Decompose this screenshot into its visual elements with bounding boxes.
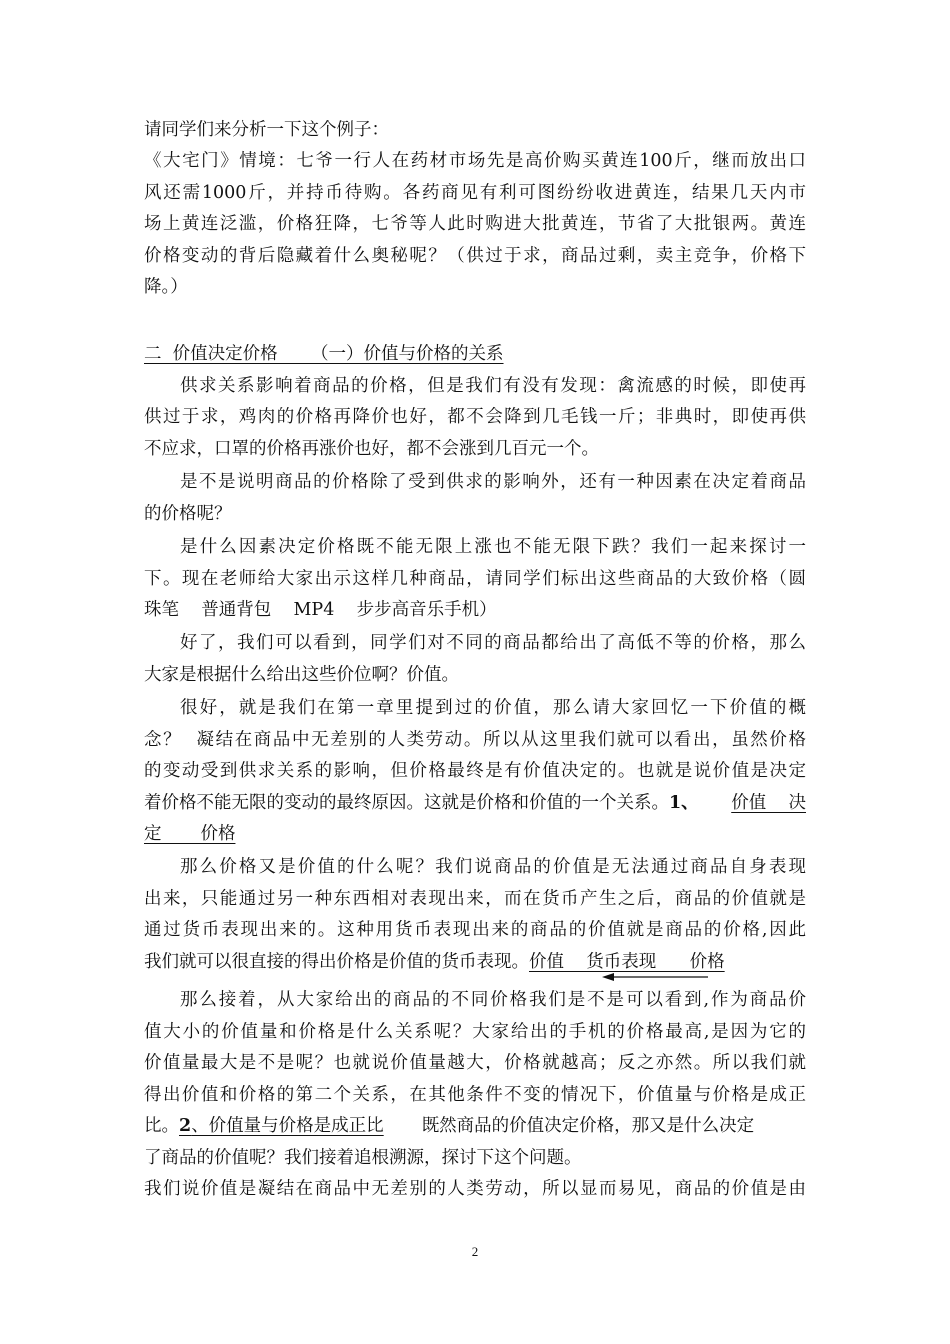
text-line: 降。） bbox=[144, 277, 188, 297]
text-line: 请同学们来分析一下这个例子： bbox=[144, 120, 389, 140]
text-line: 大家是根据什么给出这些价位啊？价值。 bbox=[144, 665, 459, 685]
text-line: 供过于求，鸡肉的价格再降价也好，都不会降到几毛钱一斤；非典时，即使再供 bbox=[144, 407, 806, 427]
relation-number-1: 1、 bbox=[669, 793, 699, 813]
relation-text-2: 、价值量与价格是成正比 bbox=[191, 1116, 384, 1136]
relation-diagram-1a: 价值 决 bbox=[731, 793, 806, 813]
text-line: 那么接着，从大家给出的商品的不同价格我们是不是可以看到,作为商品价 bbox=[180, 990, 806, 1010]
text-line: 是不是说明商品的价格除了受到供求的影响外，还有一种因素在决定着商品 bbox=[180, 472, 806, 492]
text-span: 着价格不能无限的变动的最终原因。这就是价格和价值的一个关系。 bbox=[144, 793, 669, 813]
text-line bbox=[144, 1114, 754, 1138]
left-arrow-icon bbox=[600, 972, 710, 982]
text-line: 供求关系影响着商品的价格，但是我们有没有发现：禽流感的时候，即使再 bbox=[180, 376, 806, 396]
text-line: 通过货币表现出来的。这种用货币表现出来的商品的价值就是商品的价格,因此 bbox=[144, 920, 806, 940]
text-line: 值大小的价值量和价格是什么关系呢？大家给出的手机的价格最高,是因为它的 bbox=[144, 1022, 806, 1042]
text-line: 风还需1000斤，并持币待购。各药商见有利可图纷纷收进黄连，结果几天内市 bbox=[144, 183, 806, 203]
text-line: 场上黄连泛滥，价格狂降，七爷等人此时购进大批黄连，节省了大批银两。黄连 bbox=[144, 214, 806, 234]
text-line: 念？ 凝结在商品中无差别的人类劳动。所以从这里我们就可以看出，虽然价格 bbox=[144, 730, 806, 750]
text-span: 既然商品的价值决定价格，那又是什么决定 bbox=[421, 1116, 755, 1136]
text-line: 那么价格又是价值的什么呢？我们说商品的价值是无法通过商品自身表现 bbox=[180, 857, 806, 877]
text-line: 很好，就是我们在第一章里提到过的价值，那么请大家回忆一下价值的概 bbox=[180, 698, 806, 718]
text-span: 我们就可以很直接的得出价格是价值的货币表现。 bbox=[144, 952, 529, 972]
text-line: 《大宅门》情境：七爷一行人在药材市场先是高价购买黄连100斤，继而放出口 bbox=[144, 151, 806, 171]
text-line bbox=[144, 950, 725, 974]
text-line: 了商品的价值呢？我们接着追根溯源，探讨下这个问题。 bbox=[144, 1148, 582, 1168]
section-heading: 二 价值决定价格 （一）价值与价格的关系 bbox=[144, 344, 504, 364]
text-line: 我们说价值是凝结在商品中无差别的人类劳动，所以显而易见，商品的价值是由 bbox=[144, 1179, 806, 1199]
text-line: 的价格呢？ bbox=[144, 504, 232, 524]
relation-number-2: 2 bbox=[179, 1116, 192, 1136]
text-line: 出来，只能通过另一种东西相对表现出来，而在货币产生之后，商品的价值就是 bbox=[144, 889, 806, 909]
text-line: 好了，我们可以看到，同学们对不同的商品都给出了高低不等的价格，那么 bbox=[180, 633, 806, 653]
page-number: 2 bbox=[471, 1244, 479, 1259]
text-line: 珠笔 普通背包 MP4 步步高音乐手机） bbox=[144, 600, 497, 620]
relation-diagram-1b: 定 价格 bbox=[144, 824, 236, 844]
text-line: 不应求，口罩的价格再涨价也好，都不会涨到几百元一个。 bbox=[144, 439, 599, 459]
text-line: 价格变动的背后隐藏着什么奥秘呢？（供过于求，商品过剩，卖主竞争，价格下 bbox=[144, 246, 806, 266]
text-line bbox=[144, 791, 806, 815]
text-line: 的变动受到供求关系的影响，但价格最终是有价值决定的。也就是说价值是决定 bbox=[144, 761, 806, 781]
text-line: 是什么因素决定价格既不能无限上涨也不能无限下跌？我们一起来探讨一 bbox=[180, 537, 806, 557]
text-line: 得出价值和价格的第二个关系，在其他条件不变的情况下，价值量与价格是成正 bbox=[144, 1085, 806, 1105]
text-line: 下。现在老师给大家出示这样几种商品，请同学们标出这些商品的大致价格（圆 bbox=[144, 569, 806, 589]
text-line: 价值量最大是不是呢？也就说价值量越大，价格就越高；反之亦然。所以我们就 bbox=[144, 1053, 806, 1073]
text-span: 比。 bbox=[144, 1116, 179, 1136]
relation-diagram-2: 价值 货币表现 价格 bbox=[529, 952, 725, 972]
relation-heading-2 bbox=[179, 1116, 384, 1136]
